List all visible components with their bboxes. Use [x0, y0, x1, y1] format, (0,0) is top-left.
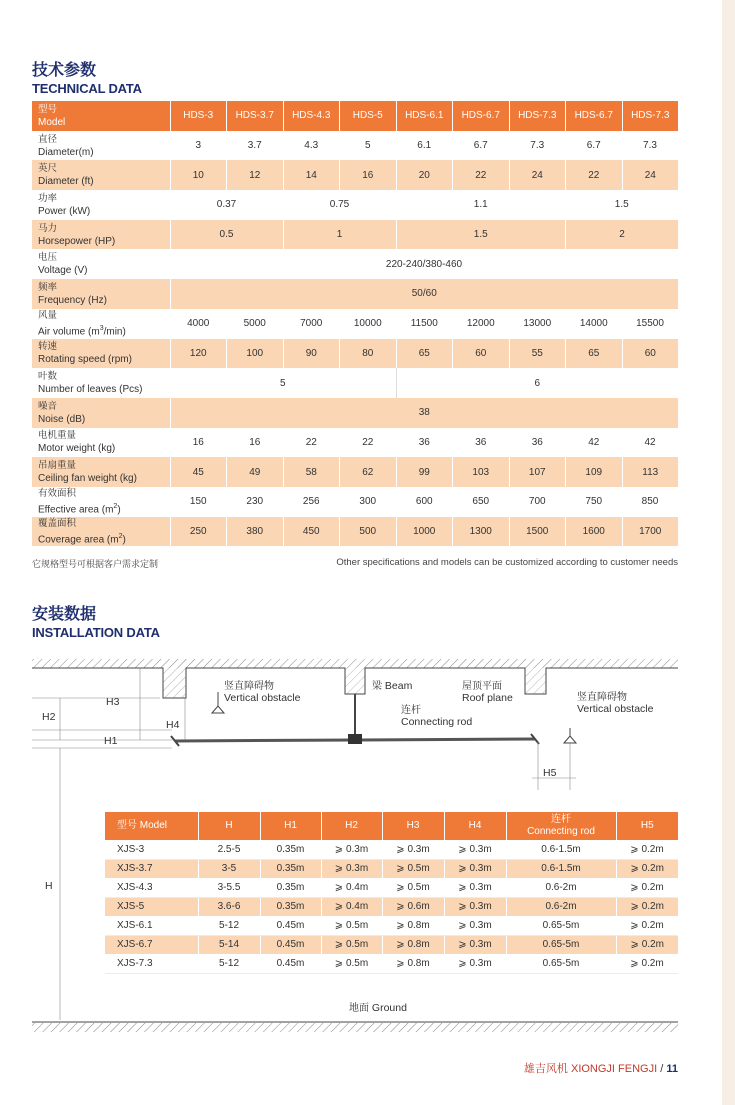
- motor-weight-row: [32, 428, 678, 458]
- value-cell: 22: [453, 160, 510, 190]
- value-cell: 100: [227, 339, 284, 369]
- dim-h5: H5: [543, 767, 557, 779]
- table-cell: 0.65-5m: [506, 916, 616, 935]
- value-cell: 42: [622, 428, 678, 458]
- table-row: [105, 859, 678, 878]
- table-cell: ⩾ 0.3m: [444, 859, 506, 878]
- value-cell: 10000: [340, 309, 397, 339]
- table-cell: ⩾ 0.5m: [321, 916, 382, 935]
- fan-motor: [348, 734, 362, 744]
- page-number: 11: [666, 1063, 678, 1075]
- beam-label: 梁 Beam: [372, 680, 413, 692]
- value-cell: 16: [170, 428, 227, 458]
- brand-en: XIONGJI FENGJI: [570, 1063, 658, 1075]
- table-row: [105, 878, 678, 897]
- value-cell: 250: [170, 517, 227, 547]
- rotating-speed-row: [32, 339, 678, 369]
- value-cell: 60: [453, 339, 510, 369]
- noise-row: [32, 398, 678, 428]
- customization-note-en: Other specifications and models can be customized according to customer needs: [336, 557, 678, 568]
- value-cell: 11500: [396, 309, 453, 339]
- header-cell: H2: [321, 812, 382, 840]
- value-cell: 6.7: [566, 131, 623, 161]
- table-cell: 0.35m: [260, 897, 321, 916]
- dim-h4: H4: [166, 719, 180, 731]
- table-cell: 3-5.5: [198, 878, 260, 897]
- vertical-obstacle-right-label: 竖直障碍物 Vertical obstacle: [577, 692, 654, 715]
- value-cell: 120: [170, 339, 227, 369]
- table-cell: ⩾ 0.5m: [382, 878, 444, 897]
- table-cell: ⩾ 0.2m: [616, 878, 678, 897]
- value-cell: 12: [227, 160, 284, 190]
- value-cell: 36: [453, 428, 510, 458]
- table-cell: ⩾ 0.3m: [444, 954, 506, 973]
- table-cell: 0.35m: [260, 859, 321, 878]
- value-cell: 15500: [622, 309, 678, 339]
- coverage-area-row: [32, 517, 678, 547]
- model-cell: HDS-6.1: [396, 101, 453, 131]
- table-cell: XJS-3.7: [105, 859, 198, 878]
- value-cell: 62: [340, 457, 397, 487]
- value-cell: 6: [396, 368, 678, 398]
- table-row: [105, 897, 678, 916]
- installation-data-table: [105, 812, 678, 974]
- header-cell: 连杆 Connecting rod: [506, 812, 616, 840]
- page-footer: [524, 1060, 678, 1076]
- table-cell: 5-12: [198, 916, 260, 935]
- value-cell: 45: [170, 457, 227, 487]
- model-cell: HDS-6.7: [453, 101, 510, 131]
- power-row: [32, 190, 678, 220]
- row-label: 电机重量 Motor weight (kg): [32, 428, 170, 458]
- table-cell: ⩾ 0.4m: [321, 878, 382, 897]
- value-cell: 13000: [509, 309, 566, 339]
- model-cell: HDS-6.7: [566, 101, 623, 131]
- brand-cn: 雄吉风机: [523, 1062, 568, 1075]
- table-cell: 0.6-2m: [506, 878, 616, 897]
- header-cell: H5: [616, 812, 678, 840]
- value-cell: 5: [170, 368, 396, 398]
- table-cell: ⩾ 0.5m: [321, 935, 382, 954]
- tech-title-cn: 技术参数: [32, 60, 97, 79]
- table-cell: ⩾ 0.8m: [382, 935, 444, 954]
- row-label: 有效面积 Effective area $(m^2)$: [32, 487, 170, 517]
- voltage-row: [32, 249, 678, 279]
- table-cell: 0.45m: [260, 916, 321, 935]
- table-cell: ⩾ 0.3m: [321, 840, 382, 859]
- air-volume-row: [32, 309, 678, 339]
- value-cell: 1.5: [396, 220, 566, 250]
- leaves-row: [32, 368, 678, 398]
- dim-h3: H3: [106, 696, 120, 708]
- value-cell: 1300: [453, 517, 510, 547]
- ground-label: 地面 Ground: [349, 1002, 407, 1014]
- dim-h: H: [45, 880, 53, 892]
- table-cell: XJS-3: [105, 840, 198, 859]
- value-cell: 0.37: [170, 190, 283, 220]
- table-cell: XJS-5: [105, 897, 198, 916]
- table-cell: 5-14: [198, 935, 260, 954]
- install-title-cn: 安装数据: [32, 604, 97, 623]
- value-cell: 24: [509, 160, 566, 190]
- value-cell: 60: [622, 339, 678, 369]
- install-title-en: INSTALLATION DATA: [32, 625, 160, 640]
- table-cell: ⩾ 0.4m: [321, 897, 382, 916]
- table-cell: XJS-7.3: [105, 954, 198, 973]
- table-cell: 0.45m: [260, 935, 321, 954]
- value-cell: 22: [566, 160, 623, 190]
- value-cell: 1600: [566, 517, 623, 547]
- obstacle-right-icon: [564, 728, 576, 743]
- table-cell: 0.6-2m: [506, 897, 616, 916]
- table-cell: ⩾ 0.3m: [444, 897, 506, 916]
- value-cell: 750: [566, 487, 623, 517]
- connecting-rod-label: 连杆 Connecting rod: [401, 705, 473, 728]
- value-cell: 107: [509, 457, 566, 487]
- value-cell: 0.5: [170, 220, 283, 250]
- row-label: 转速 Rotating speed (rpm): [32, 339, 170, 369]
- value-cell: 1700: [622, 517, 678, 547]
- table-cell: 2.5-5: [198, 840, 260, 859]
- table-cell: ⩾ 0.2m: [616, 840, 678, 859]
- model-cell: HDS-4.3: [283, 101, 340, 131]
- value-cell: 103: [453, 457, 510, 487]
- model-cell: HDS-7.3: [622, 101, 678, 131]
- table-cell: XJS-6.7: [105, 935, 198, 954]
- ground-hatch: [32, 1023, 678, 1032]
- roof-plane-label: 屋顶平面 Roof plane: [462, 681, 513, 704]
- table-cell: ⩾ 0.2m: [616, 954, 678, 973]
- table-row: [105, 916, 678, 935]
- value-cell: 450: [283, 517, 340, 547]
- model-cell: HDS-5: [340, 101, 397, 131]
- model-cell: HDS-3.7: [227, 101, 284, 131]
- table-row: [105, 840, 678, 859]
- value-cell: 50/60: [170, 279, 678, 309]
- table-cell: 3.6-6: [198, 897, 260, 916]
- value-cell: 600: [396, 487, 453, 517]
- row-label: 风量 Air volume $(m^3/\min)$: [32, 309, 170, 339]
- value-cell: 1000: [396, 517, 453, 547]
- value-cell: 0.75: [283, 190, 396, 220]
- table-cell: ⩾ 0.5m: [382, 859, 444, 878]
- value-cell: 380: [227, 517, 284, 547]
- value-cell: 113: [622, 457, 678, 487]
- value-cell: 16: [227, 428, 284, 458]
- diameter-m-row: [32, 131, 678, 161]
- technical-data-table: [32, 101, 678, 546]
- value-cell: 220-240/380-460: [170, 249, 678, 279]
- value-cell: 49: [227, 457, 284, 487]
- value-cell: 700: [509, 487, 566, 517]
- row-label: 覆盖面积 Coverage area $(m^2)$: [32, 517, 170, 547]
- dim-h1: H1: [104, 735, 118, 747]
- value-cell: 12000: [453, 309, 510, 339]
- header-cell: H1: [260, 812, 321, 840]
- header-cell: 型号 Model: [105, 812, 198, 840]
- table-cell: 0.6-1.5m: [506, 840, 616, 859]
- model-row: [32, 101, 678, 131]
- table-cell: 5-12: [198, 954, 260, 973]
- table-cell: 0.35m: [260, 878, 321, 897]
- value-cell: 7000: [283, 309, 340, 339]
- value-cell: 150: [170, 487, 227, 517]
- value-cell: 4000: [170, 309, 227, 339]
- value-cell: 99: [396, 457, 453, 487]
- table-cell: 0.45m: [260, 954, 321, 973]
- table-cell: ⩾ 0.8m: [382, 916, 444, 935]
- model-cell: HDS-7.3: [509, 101, 566, 131]
- value-cell: 6.7: [453, 131, 510, 161]
- table-cell: 0.6-1.5m: [506, 859, 616, 878]
- value-cell: 16: [340, 160, 397, 190]
- table-cell: ⩾ 0.3m: [321, 859, 382, 878]
- row-label: 功率 Power (kW): [32, 190, 170, 220]
- value-cell: 3: [170, 131, 227, 161]
- row-label: 电压 Voltage (V): [32, 249, 170, 279]
- tech-title-en: TECHNICAL DATA: [32, 81, 142, 96]
- value-cell: 10: [170, 160, 227, 190]
- row-label: 叶数 Number of leaves (Pcs): [32, 368, 170, 398]
- value-cell: 65: [396, 339, 453, 369]
- value-cell: 230: [227, 487, 284, 517]
- table-cell: ⩾ 0.3m: [444, 916, 506, 935]
- value-cell: 7.3: [509, 131, 566, 161]
- dim-h2: H2: [42, 711, 56, 723]
- value-cell: 22: [283, 428, 340, 458]
- diameter-ft-row: [32, 160, 678, 190]
- table-cell: ⩾ 0.3m: [444, 935, 506, 954]
- row-label: 马力 Horsepower (HP): [32, 220, 170, 250]
- value-cell: 38: [170, 398, 678, 428]
- value-cell: 256: [283, 487, 340, 517]
- table-cell: 0.65-5m: [506, 954, 616, 973]
- table-cell: ⩾ 0.5m: [321, 954, 382, 973]
- table-cell: ⩾ 0.2m: [616, 935, 678, 954]
- value-cell: 80: [340, 339, 397, 369]
- value-cell: 1.5: [566, 190, 679, 220]
- value-cell: 1500: [509, 517, 566, 547]
- value-cell: 300: [340, 487, 397, 517]
- value-cell: 5000: [227, 309, 284, 339]
- table-cell: ⩾ 0.6m: [382, 897, 444, 916]
- value-cell: 1.1: [396, 190, 566, 220]
- value-cell: 109: [566, 457, 623, 487]
- obstacle-left-icon: [212, 692, 224, 713]
- table-cell: ⩾ 0.2m: [616, 916, 678, 935]
- value-cell: 22: [340, 428, 397, 458]
- value-cell: 65: [566, 339, 623, 369]
- header-cell: H4: [444, 812, 506, 840]
- table-cell: ⩾ 0.8m: [382, 954, 444, 973]
- footer-separator: /: [660, 1063, 664, 1075]
- value-cell: 90: [283, 339, 340, 369]
- value-cell: 2: [566, 220, 679, 250]
- table-row: [105, 935, 678, 954]
- row-label: 频率 Frequency (Hz): [32, 279, 170, 309]
- value-cell: 500: [340, 517, 397, 547]
- table-cell: ⩾ 0.2m: [616, 897, 678, 916]
- fan-weight-row: [32, 457, 678, 487]
- effective-area-row: [32, 487, 678, 517]
- ceiling-hatch: [32, 659, 678, 668]
- value-cell: 3.7: [227, 131, 284, 161]
- row-label: 型号 Model: [32, 101, 170, 131]
- customization-note-cn: 它规格型号可根据客户需求定制: [32, 560, 159, 570]
- value-cell: 24: [622, 160, 678, 190]
- table-cell: 0.35m: [260, 840, 321, 859]
- row-label: 噪音 Noise (dB): [32, 398, 170, 428]
- horsepower-row: [32, 220, 678, 250]
- table-cell: XJS-6.1: [105, 916, 198, 935]
- table-row: [105, 954, 678, 973]
- value-cell: 7.3: [622, 131, 678, 161]
- table-cell: 3-5: [198, 859, 260, 878]
- table-cell: XJS-4.3: [105, 878, 198, 897]
- row-label: 吊扇重量 Ceiling fan weight (kg): [32, 457, 170, 487]
- value-cell: 5: [340, 131, 397, 161]
- value-cell: 1: [283, 220, 396, 250]
- table-cell: ⩾ 0.3m: [382, 840, 444, 859]
- value-cell: 58: [283, 457, 340, 487]
- header-cell: H3: [382, 812, 444, 840]
- model-cell: HDS-3: [170, 101, 227, 131]
- value-cell: 14: [283, 160, 340, 190]
- frequency-row: [32, 279, 678, 309]
- row-label: 英尺 Diameter (ft): [32, 160, 170, 190]
- header-cell: H: [198, 812, 260, 840]
- table-cell: ⩾ 0.3m: [444, 840, 506, 859]
- vertical-obstacle-left-label: 竖直障碍物 Vertical obstacle: [224, 681, 301, 704]
- value-cell: 36: [396, 428, 453, 458]
- value-cell: 42: [566, 428, 623, 458]
- table-cell: ⩾ 0.2m: [616, 859, 678, 878]
- value-cell: 6.1: [396, 131, 453, 161]
- value-cell: 20: [396, 160, 453, 190]
- table-cell: 0.65-5m: [506, 935, 616, 954]
- value-cell: 650: [453, 487, 510, 517]
- value-cell: 850: [622, 487, 678, 517]
- install-header-row: [105, 812, 678, 840]
- table-cell: ⩾ 0.3m: [444, 878, 506, 897]
- row-label: 直径 Diameter(m): [32, 131, 170, 161]
- value-cell: 14000: [566, 309, 623, 339]
- value-cell: 36: [509, 428, 566, 458]
- value-cell: 4.3: [283, 131, 340, 161]
- value-cell: 55: [509, 339, 566, 369]
